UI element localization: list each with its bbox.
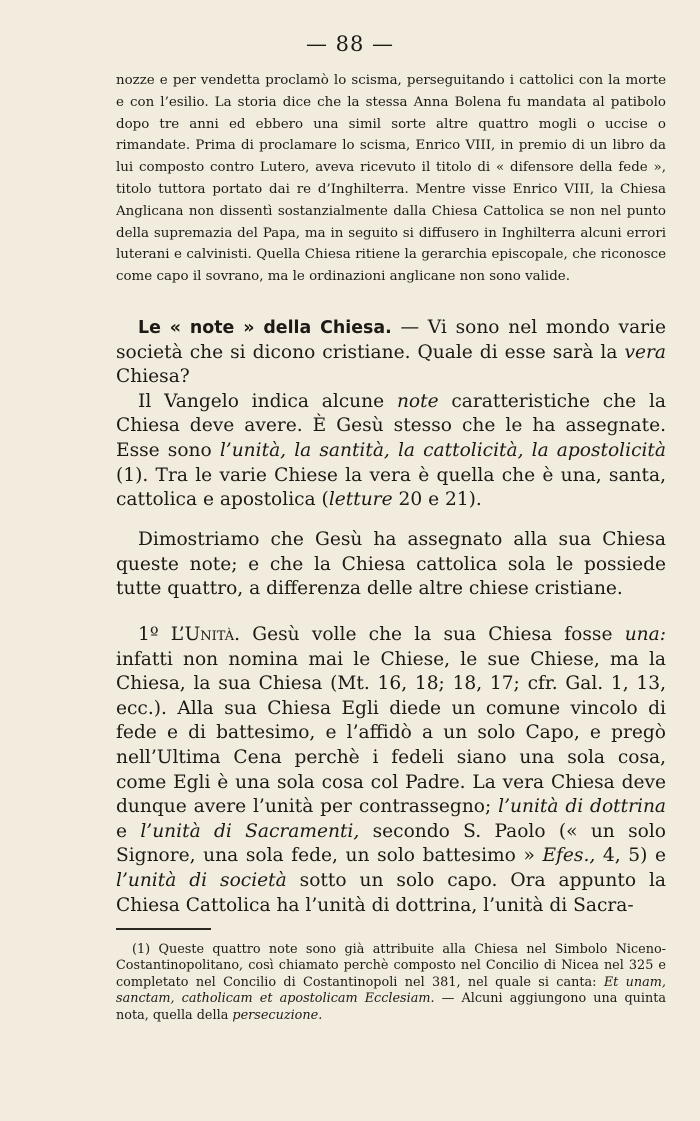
footnote-divider — [116, 928, 211, 930]
page-number: — 88 — — [305, 32, 395, 56]
demonstration-paragraph: Dimostriamo che Gesù ha assegnato alla sua Chiesa queste note; e che la Chiesa cattolica sola le possiede tutte quattro, a differenza delle altre chiese cristiane. — [116, 529, 666, 600]
notes-paragraph: Il Vangelo indica alcune note caratteristiche che la Chiesa deve avere. È Gesù stesso che le ha assegnate. Esse sono l’unità, la santità, la cattolicità, la apostolicità (1). Tra le varie Chiese la vera è quella che è una, santa, cattolica e apostolica (letture 20 e 21). — [116, 390, 666, 511]
section-note-della-chiesa — [116, 316, 666, 513]
section-heading: Le « note » della Chiesa. — [138, 318, 392, 338]
unity-heading: L’Unità. — [170, 624, 241, 645]
section-intro-paragraph: Le « note » della Chiesa. — Vi sono nel mondo varie società che si dicono cristiane. Quale di esse sarà la vera Chiesa? — [116, 317, 667, 388]
footnote: (1) Queste quattro note sono già attribuite alla Chiesa nel Simbolo Niceno-Costantinopolitano, così chiamato perchè composto nel Concilio di Nicea nel 325 e completato nel Concilio di Costantinopoli nel 381, nel quale si canta: Et unam, sanctam, catholicam et apostolicam Ecclesiam. — Alcuni aggiungono una quinta nota, quella della persecuzione. — [116, 942, 666, 1023]
unity-paragraph: 1º L’Unità. Gesù volle che la sua Chiesa fosse una: infatti non nomina mai le Chiese, le sue Chiese, ma la Chiesa, la sua Chiesa (Mt. 16, 18; 18, 17; cfr. Gal. 1, 13, ecc.). Alla sua Chiesa Egli diede un comune vincolo di fede e di battesimo, e l’affidò a un solo Capo, e pregò nell’Ultima Cena perchè i fedeli siano una sola cosa, come Egli è una sola cosa col Padre. La vera Chiesa deve dunque avere l’unità per contrassegno; l’unità di dottrina e l’unità di Sacramenti, secondo S. Paolo (« un solo Signore, una sola fede, un solo battesimo » Efes., 4, 5) e l’unità di società sotto un solo capo. Ora appunto la Chiesa Cattolica ha l’unità di dottrina, l’unità di Sacra- — [116, 624, 666, 916]
intro-paragraph: nozze e per vendetta proclamò lo scisma, perseguitando i cattolici con la morte e con l’esilio. La storia dice che la stessa Anna Bolena fu mandata al patibolo dopo tre anni ed ebbero una simil sorte altre quattro mogli o uccise o rimandate. Prima di proclamare lo scisma, Enrico VIII, in premio di un libro da lui composto contro Lutero, aveva ricevuto il titolo di « difensore della fede », titolo tuttora portato dai re d’Inghilterra. Mentre visse Enrico VIII, la Chiesa Anglicana non dissentì sostanzialmente dalla Chiesa Cattolica se non nel punto della supremazia del Papa, ma in seguito si diffusero in Inghilterra alcuni errori luterani e calvinisti. Quella Chiesa ritiene la gerarchia episcopale, che riconosce come capo il sovrano, ma le ordinazioni anglicane non sono valide. — [116, 73, 666, 285]
